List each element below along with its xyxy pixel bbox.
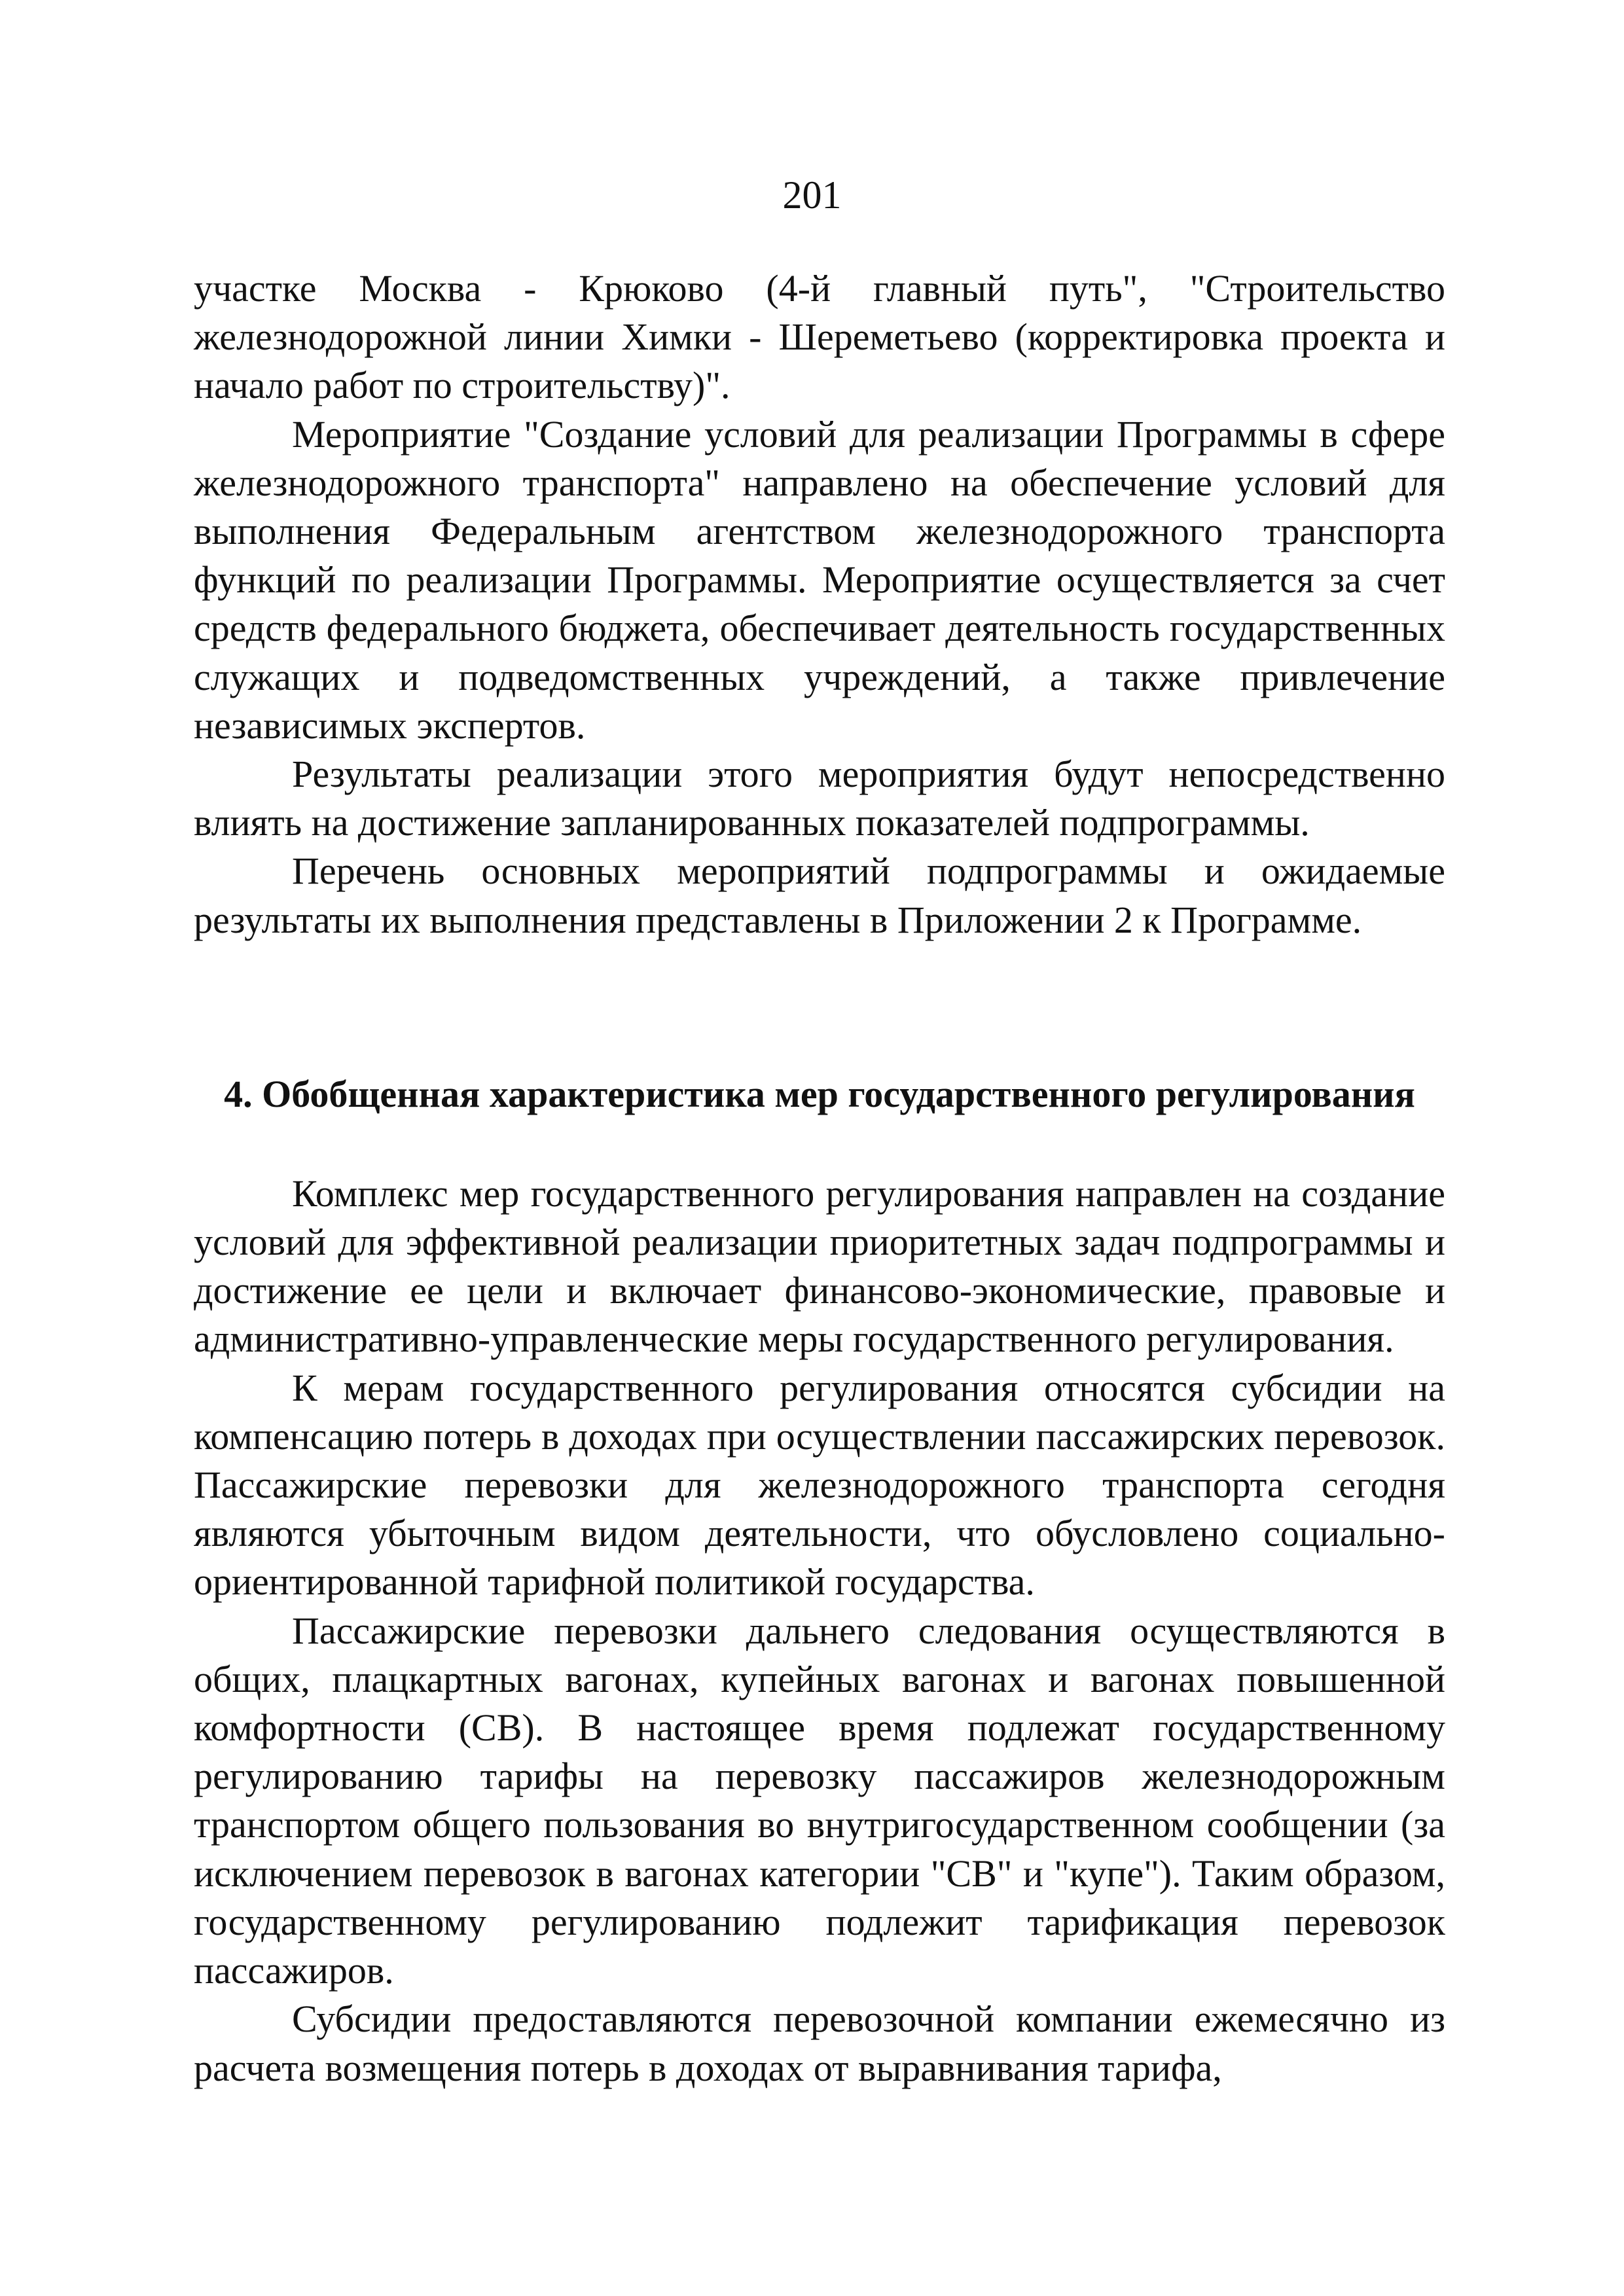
paragraph-long-distance: Пассажирские перевозки дальнего следования осуществляются в общих, плацкартных вагонах, купейных вагонах и вагонах повышенной комфортности (СВ). В настоящее время подлежат государственному регулированию тарифы на перевозку пассажиров железнодорожным транспортом общего пользования во внутригосударственном сообщении (за исключением перевозок в вагонах категории "СВ" и "купе"). Таким образом, государственному регулированию подлежит тарификация перевозок пассажиров. (194, 1609, 1445, 1992)
paragraph-subsidies: К мерам государственного регулирования относятся субсидии на компенсацию потерь в доходах при осуществлении пассажирских перевозок. Пассажирские перевозки для железнодорожного транспорта сегодня являются убыточным видом деятельности, что обусловлено социально-ориентированной тарифной политикой государства. (194, 1366, 1445, 1604)
paragraph-subsidy-provision: Субсидии предоставляются перевозочной компании ежемесячно из расчета возмещения потерь в доходах от выравнивания тарифа, (194, 1998, 1445, 2089)
paragraph-list-of-measures: Перечень основных мероприятий подпрограммы и ожидаемые результаты их выполнения представлены в Приложении 2 к Программе. (194, 850, 1445, 941)
paragraph-results: Результаты реализации этого мероприятия будут непосредственно влиять на достижение запланированных показателей подпрограммы. (194, 753, 1445, 844)
section-heading: 4. Обобщенная характеристика мер государственного регулирования (224, 1072, 1415, 1115)
heading-spacer (194, 1119, 1445, 1170)
paragraph-regulation-complex: Комплекс мер государственного регулирования направлен на создание условий для эффективной реализации приоритетных задач подпрограммы и достижение ее цели и включает финансово-экономические, правовые и административно-управленческие меры государственного регулирования. (194, 1172, 1445, 1361)
section-spacer (194, 944, 1445, 1070)
page-number: 201 (782, 173, 842, 217)
paragraph-continuation: участке Москва - Крюково (4-й главный путь", "Строительство железнодорожной линии Химки - Шереметьево (корректировка проекта и начало работ по строительству)". (194, 267, 1445, 407)
paragraph-measure-conditions: Мероприятие "Создание условий для реализации Программы в сфере железнодорожного транспорта" направлено на обеспечение условий для выполнения Федеральным агентством железнодорожного транспорта функций по реализации Программы. Мероприятие осуществляется за счет средств федерального бюджета, обеспечивает деятельность государственных служащих и подведомственных учреждений, а также привлечение независимых экспертов. (194, 412, 1445, 747)
page-content (194, 264, 1445, 2092)
